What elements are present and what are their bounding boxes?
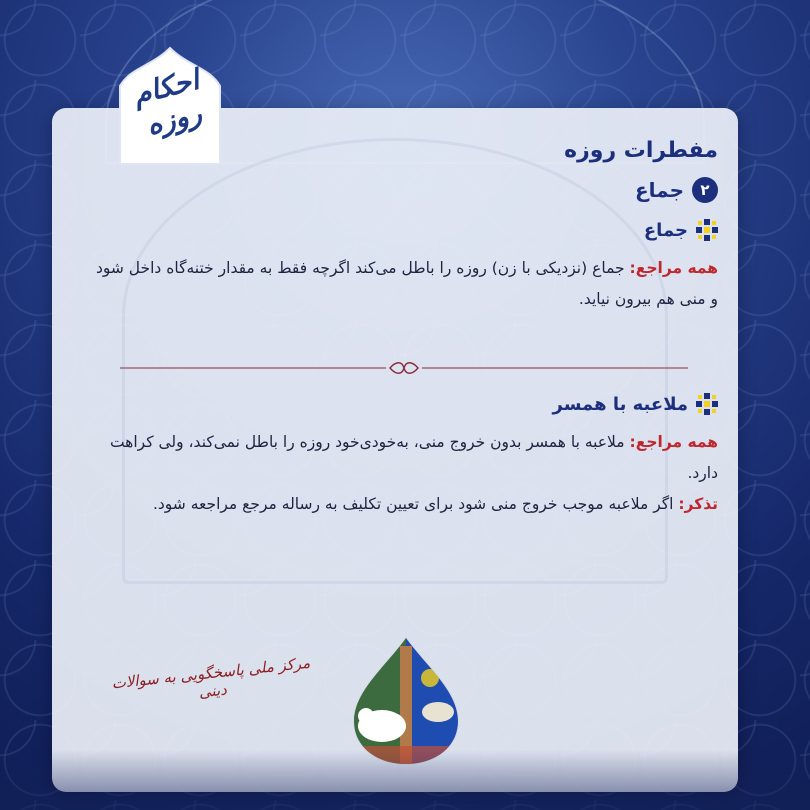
logo-text: احکام روزه <box>129 62 205 142</box>
note-label: تذکر: <box>678 495 718 513</box>
subheading-row-2 <box>88 393 718 415</box>
ruling-text-1: جماع (نزدیکی با زن) روزه را باطل می‌کند اگرچه فقط به مقدار ختنه‌گاه داخل شود و منی هم بیرون نیاید. <box>95 259 718 308</box>
ruling-paragraph-2 <box>88 427 718 489</box>
subheading-2: ملاعبه با همسر <box>552 393 688 415</box>
subheading-1: جماع <box>643 219 688 241</box>
number-badge: ۲ <box>692 177 718 203</box>
section-1 <box>88 138 718 315</box>
bottom-calligraphy-band <box>0 750 810 810</box>
page-title: مفطرات روزه <box>564 138 718 163</box>
authority-label-1: همه مراجع: <box>629 259 718 277</box>
authority-label-2: همه مراجع: <box>629 433 718 451</box>
dove-emblem-icon <box>346 636 466 766</box>
note-paragraph <box>88 489 718 520</box>
diamond-bullet-icon <box>696 393 718 415</box>
section-2 <box>88 393 718 520</box>
item-heading: جماع <box>635 178 684 202</box>
ruling-text-2: ملاعبه با همسر بدون خروج منی، به‌خودی‌خود روزه را باطل نمی‌کند، ولی کراهت دارد. <box>109 433 718 482</box>
signature-calligraphy: مرکز ملی پاسخگویی به سوالات دینی <box>110 653 311 702</box>
note-text: اگر ملاعبه موجب خروج منی شود برای تعیین تکلیف به رساله مرجع مراجعه شود. <box>152 495 679 513</box>
ornament-divider-icon <box>120 360 688 374</box>
ruling-paragraph-1 <box>88 253 718 315</box>
subheading-row-1 <box>88 219 718 241</box>
item-heading-row <box>88 177 718 203</box>
diamond-bullet-icon <box>696 219 718 241</box>
